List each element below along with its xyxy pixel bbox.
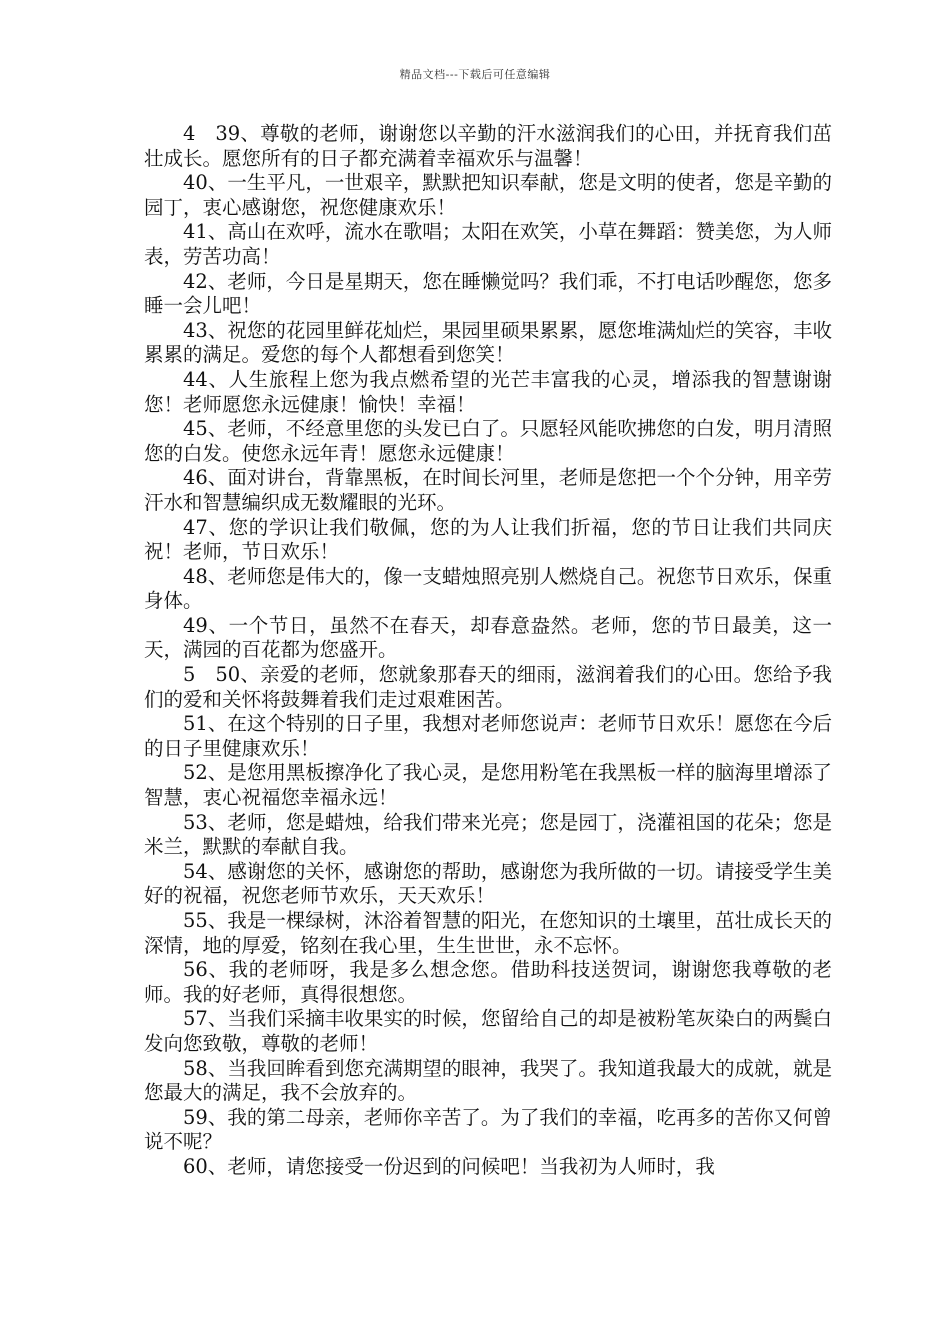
paragraph: 4 39、尊敬的老师，谢谢您以辛勤的汗水滋润我们的心田，并抚育我们茁壮成长。愿您所有的日子都充满着幸福欢乐与温馨！ (144, 122, 832, 170)
paragraph: 53、老师，您是蜡烛，给我们带来光亮；您是园丁，浇灌祖国的花朵；您是米兰，默默的奉献自我。 (144, 810, 832, 859)
paragraph: 5 50、亲爱的老师，您就象那春天的细雨，滋润着我们的心田。您给予我们的爱和关怀将鼓舞着我们走过艰难困苦。 (144, 663, 832, 711)
paragraph: 57、当我们采摘丰收果实的时候，您留给自己的却是被粉笔灰染白的两鬓白发向您致敬，尊敬的老师！ (144, 1007, 832, 1055)
paragraph: 59、我的第二母亲，老师你辛苦了。为了我们的幸福，吃再多的苦你又何曾说不呢？ (144, 1105, 832, 1154)
paragraph: 40、一生平凡，一世艰辛，默默把知识奉献，您是文明的使者，您是辛勤的园丁，衷心感谢您，祝您健康欢乐！ (144, 171, 832, 219)
paragraph: 48、老师您是伟大的，像一支蜡烛照亮别人燃烧自己。祝您节日欢乐，保重身体。 (144, 564, 832, 613)
paragraph: 46、面对讲台，背靠黑板，在时间长河里，老师是您把一个个分钟，用辛劳汗水和智慧编织成无数耀眼的光环。 (144, 466, 832, 514)
paragraph: 49、一个节日，虽然不在春天，却春意盎然。老师，您的节日最美，这一天，满园的百花都为您盛开。 (144, 613, 832, 662)
page-header: 精品文档---下载后可任意编辑 (399, 68, 551, 81)
paragraph: 45、老师，不经意里您的头发已白了。只愿轻风能吹拂您的白发，明月清照您的白发。使您永远年青！愿您永远健康！ (144, 417, 832, 465)
paragraph: 41、高山在欢呼，流水在歌唱；太阳在欢笑，小草在舞蹈：赞美您，为人师表，劳苦功高！ (144, 220, 832, 268)
paragraph: 44、人生旅程上您为我点燃希望的光芒丰富我的心灵，增添我的智慧谢谢您！老师愿您永远健康！愉快！幸福！ (144, 367, 832, 416)
paragraph: 60、老师，请您接受一份迟到的问候吧！当我初为人师时，我 (183, 1154, 715, 1178)
paragraph: 58、当我回眸看到您充满期望的眼神，我哭了。我知道我最大的成就，就是您最大的满足，我不会放弃的。 (144, 1056, 832, 1105)
paragraph: 42、老师，今日是星期天，您在睡懒觉吗？我们乖，不打电话吵醒您，您多睡一会儿吧！ (144, 269, 832, 318)
paragraph: 43、祝您的花园里鲜花灿烂，果园里硕果累累，愿您堆满灿烂的笑容，丰收累累的满足。爱您的每个人都想看到您笑！ (144, 318, 832, 367)
paragraph: 51、在这个特别的日子里，我想对老师您说声：老师节日欢乐！愿您在今后的日子里健康欢乐！ (144, 712, 832, 760)
paragraph: 55、我是一棵绿树，沐浴着智慧的阳光，在您知识的土壤里，茁壮成长天的深情，地的厚爱，铭刻在我心里，生生世世，永不忘怀。 (144, 909, 832, 957)
paragraph: 47、您的学识让我们敬佩，您的为人让我们折福，您的节日让我们共同庆祝！老师，节日欢乐！ (144, 515, 832, 564)
document-body (144, 122, 832, 1180)
paragraph: 54、感谢您的关怀，感谢您的帮助，感谢您为我所做的一切。请接受学生美好的祝福，祝您老师节欢乐，天天欢乐！ (144, 859, 832, 908)
paragraph: 52、是您用黑板擦净化了我心灵，是您用粉笔在我黑板一样的脑海里增添了智慧，衷心祝福您幸福永远！ (144, 761, 832, 810)
paragraph: 56、我的老师呀，我是多么想念您。借助科技送贺词，谢谢您我尊敬的老师。我的好老师，真得很想您。 (144, 958, 832, 1006)
